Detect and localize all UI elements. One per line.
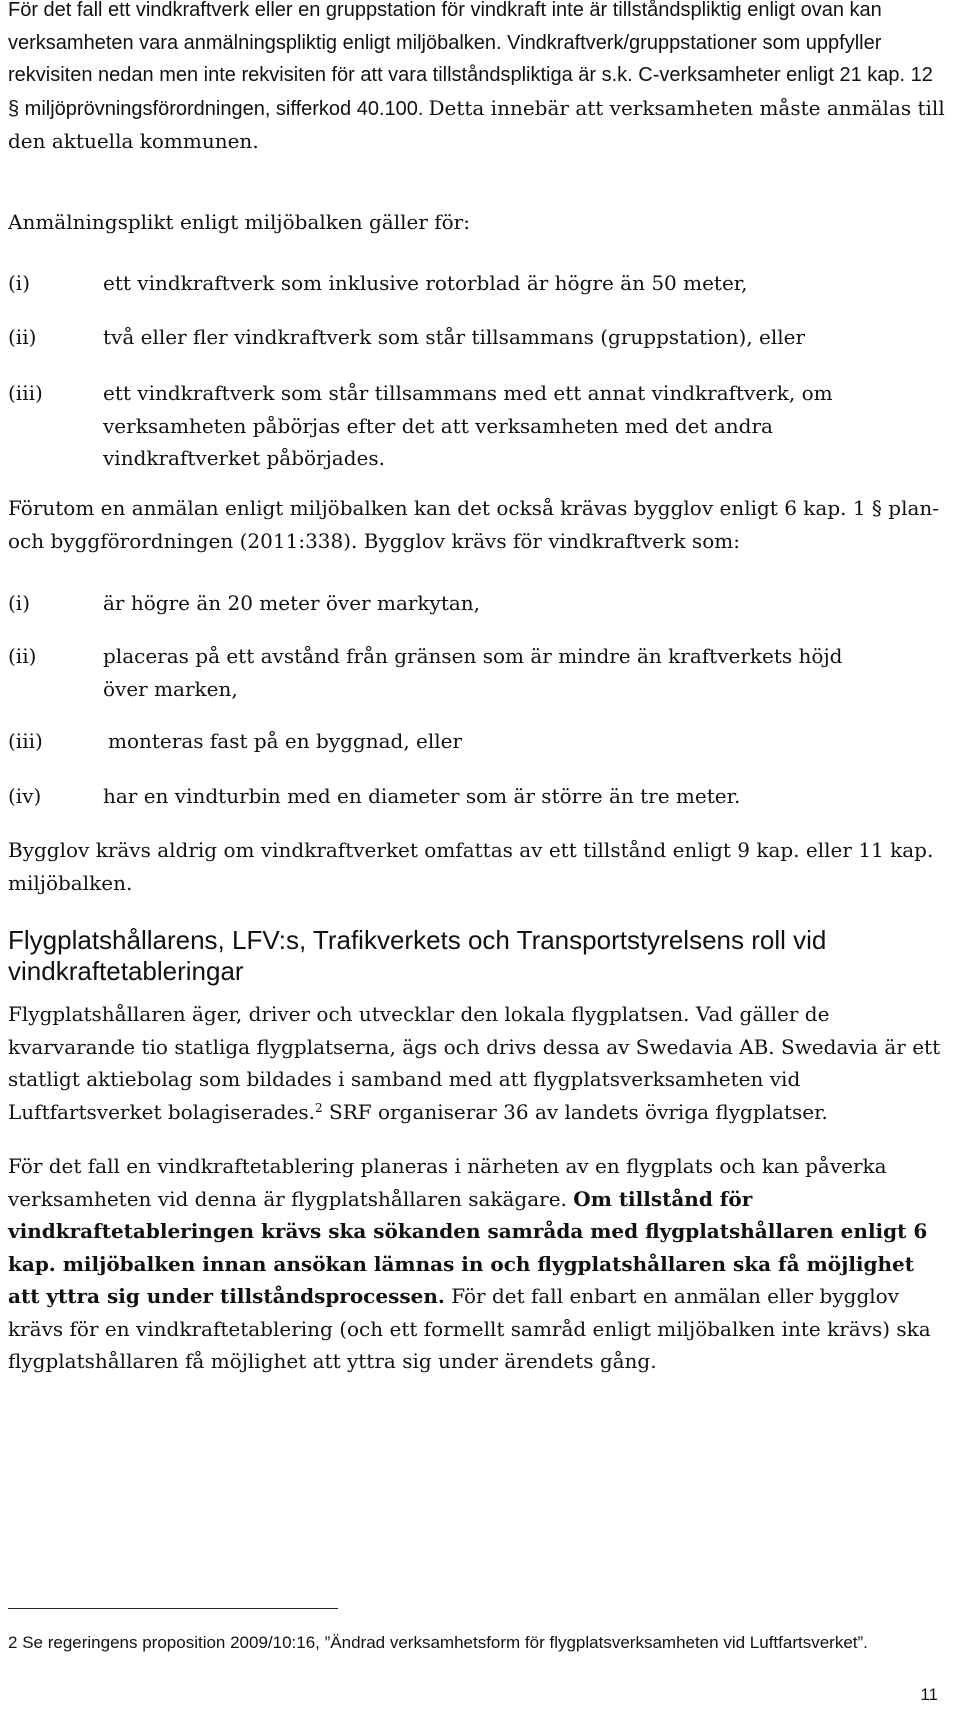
footnote-number: 2 bbox=[8, 1633, 18, 1652]
bygglov-item: placeras på ett avstånd från gränsen som är mindre än kraftverkets höjd över marken, bbox=[103, 644, 843, 701]
bygglov-lead: Förutom en anmälan enligt miljöbalken kan det också krävas bygglov enligt 6 kap. 1 § plan- och byggförordningen (2011:338). Bygglov krävs för vindkraftverk som: bbox=[8, 496, 940, 553]
section-heading: Flygplatshållarens, LFV:s, Trafikverkets och Transportstyrelsens roll vid vindkraftetableringar bbox=[8, 925, 827, 986]
anmalan-item: ett vindkraftverk som står tillsammans med ett annat vindkraftverk, om verksamheten påbörjas efter det att verksamheten med det andra vindkraftverket påbörjades. bbox=[103, 381, 833, 470]
bygglov-closing: Bygglov krävs aldrig om vindkraftverket omfattas av ett tillstånd enligt 9 kap. eller 11 kap. miljöbalken. bbox=[8, 838, 934, 895]
paragraph-text: SRF organiserar 36 av landets övriga flygplatser. bbox=[322, 1099, 828, 1124]
section-paragraph-2 bbox=[8, 1150, 948, 1378]
bygglov-item-marker: (iii) bbox=[8, 729, 43, 753]
bygglov-item: är högre än 20 meter över markytan, bbox=[103, 591, 481, 615]
bygglov-item-marker: (ii) bbox=[8, 644, 37, 668]
anmalan-item-marker: (ii) bbox=[8, 325, 37, 349]
bygglov-item: har en vindturbin med en diameter som är större än tre meter. bbox=[103, 784, 741, 808]
paragraph-text: Flygplatshållaren äger, driver och utvecklar den lokala flygplatsen. Vad gäller de kvarvarande tio statliga flygplatserna, ägs och drivs dessa av Swedavia AB. Swedavia är ett statligt aktiebolag som bildades i samband med att flygplatsverksamheten vid Luftfartsverket bolagiserades. bbox=[8, 1002, 941, 1124]
footnote bbox=[8, 1632, 868, 1654]
anmalan-item: ett vindkraftverk som inklusive rotorblad är högre än 50 meter, bbox=[103, 271, 748, 295]
anmalan-item-marker: (i) bbox=[8, 271, 31, 295]
page-number: 11 bbox=[920, 1685, 938, 1704]
paragraph-bold-text: Om tillstånd för vindkraftetableringen krävs ska sökanden samråda med flygplatshållaren enligt 6 kap. miljöbalken innan ansökan lämnas in och flygplatshållaren ska få möjlighet att yttra sig under tillståndsprocessen. bbox=[8, 1186, 928, 1308]
intro-text-serif: Detta innebär att verksamheten måste anmälas till den aktuella kommunen. bbox=[8, 95, 945, 153]
footnote-text: Se regeringens proposition 2009/10:16, ”Ändrad verksamhetsform för flygplatsverksamheten vid Luftfartsverket”. bbox=[17, 1633, 868, 1652]
bygglov-item-marker: (i) bbox=[8, 591, 31, 615]
footnote-divider bbox=[8, 1608, 338, 1609]
anmalan-item-marker: (iii) bbox=[8, 381, 43, 405]
footnote-reference: 2 bbox=[315, 1100, 323, 1115]
bygglov-item-marker: (iv) bbox=[8, 784, 42, 808]
intro-text-sans: För det fall ett vindkraftverk eller en gruppstation för vindkraft inte är tillståndspliktig enligt ovan kan verksamheten vara anmälningspliktig enligt miljöbalken. Vindkraftverk/gruppstationer som uppfyller rekvisiten nedan men inte rekvisiten för att vara tillståndspliktiga är s.k. C-verksamheter enligt 21 kap. 12 § miljöprövningsförordningen, sifferkod 40.100. bbox=[8, 0, 933, 120]
paragraph-text: För det fall enbart en anmälan eller bygglov krävs för en vindkraftetablering (och ett formellt samråd enligt miljöbalken inte krävs) ska flygplatshållaren få möjlighet att yttra sig under ärendets gång. bbox=[8, 1284, 931, 1373]
intro-paragraph bbox=[8, 0, 948, 159]
anmalan-lead: Anmälningsplikt enligt miljöbalken gäller för: bbox=[8, 210, 470, 234]
section-paragraph-1 bbox=[8, 998, 948, 1128]
anmalan-item: två eller fler vindkraftverk som står tillsammans (gruppstation), eller bbox=[103, 325, 806, 349]
paragraph-text: För det fall en vindkraftetablering planeras i närheten av en flygplats och kan påverka verksamheten vid denna är flygplatshållaren sakägare. bbox=[8, 1154, 887, 1211]
bygglov-item: monteras fast på en byggnad, eller bbox=[108, 729, 463, 753]
